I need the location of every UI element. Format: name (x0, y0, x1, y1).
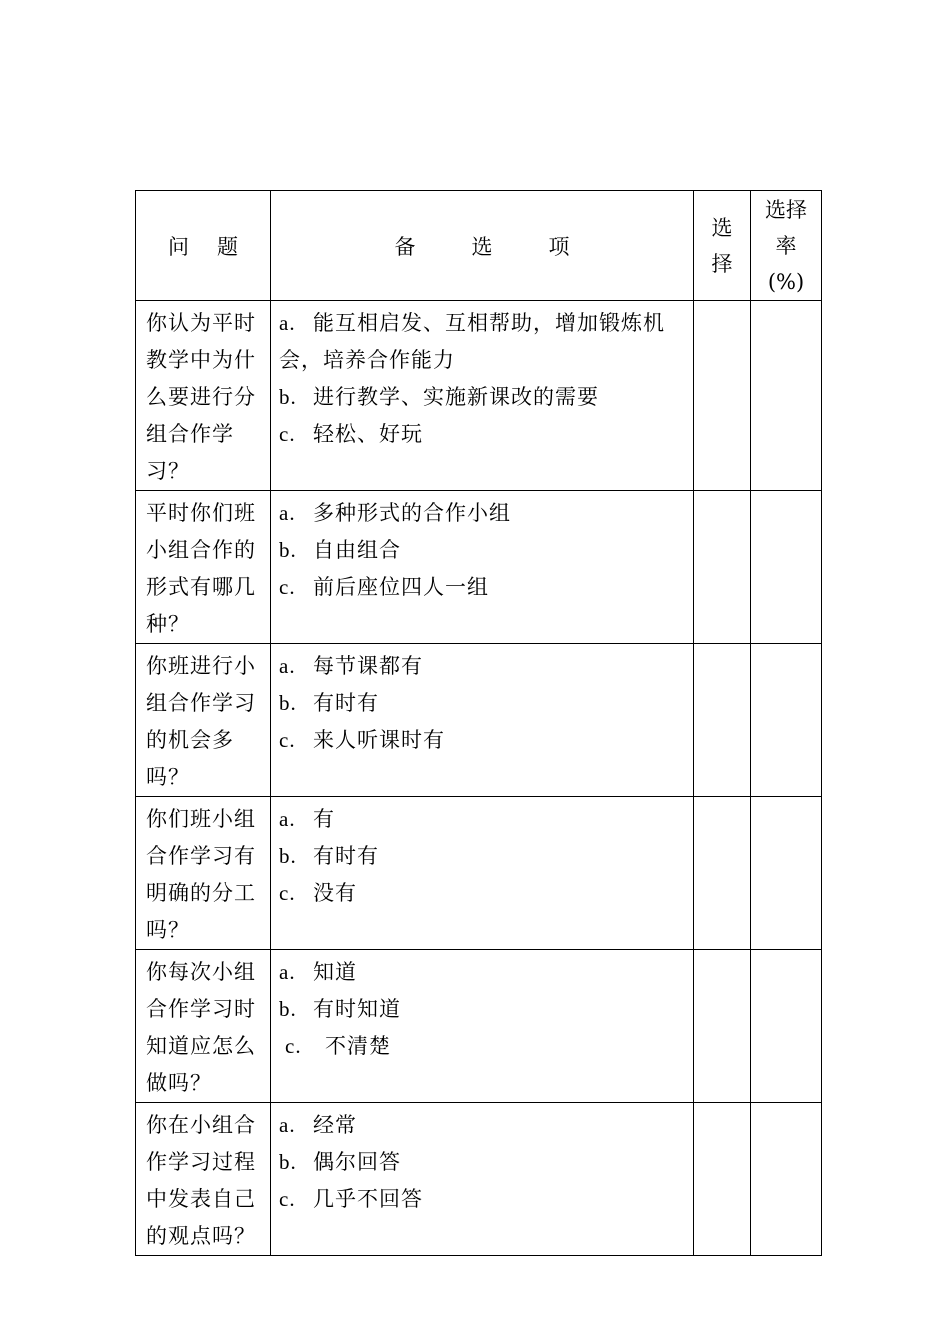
table-row (136, 301, 822, 491)
header-options: 备选项 (271, 191, 694, 301)
question-cell (136, 797, 271, 950)
option-item (279, 648, 687, 685)
select-cell[interactable] (694, 644, 751, 797)
option-letter: c. (279, 422, 296, 446)
option-text: 经常 (313, 1113, 357, 1137)
option-item (279, 722, 687, 759)
option-letter: a. (279, 960, 296, 984)
option-item (279, 838, 687, 875)
header-select-label: 选择 (711, 215, 733, 276)
option-letter: b. (279, 997, 297, 1021)
question-cell (136, 491, 271, 644)
option-item (279, 416, 687, 453)
option-text: 不清楚 (325, 1034, 391, 1058)
header-row (136, 191, 822, 301)
question-text: 你们班小组合作学习有明确的分工吗？ (146, 807, 256, 942)
option-text: 能互相启发、互相帮助，增加锻炼机会，培养合作能力 (279, 311, 665, 372)
rate-cell[interactable] (751, 797, 822, 950)
select-cell[interactable] (694, 797, 751, 950)
option-text: 没有 (313, 881, 357, 905)
header-rate-line2: 率 (775, 233, 797, 258)
question-text: 你班进行小组合作学习的机会多吗？ (146, 654, 256, 789)
header-select (694, 191, 751, 301)
header-rate-line3: (%) (767, 269, 805, 294)
question-cell (136, 950, 271, 1103)
option-letter: c. (279, 1187, 296, 1211)
option-item (279, 305, 687, 379)
option-letter: a. (279, 807, 296, 831)
options-cell (271, 491, 694, 644)
table-row (136, 950, 822, 1103)
option-item (279, 954, 687, 991)
question-text: 你认为平时教学中为什么要进行分组合作学习？ (146, 311, 256, 483)
option-text: 进行教学、实施新课改的需要 (313, 385, 599, 409)
rate-cell[interactable] (751, 491, 822, 644)
survey-table (135, 190, 822, 1256)
options-cell (271, 644, 694, 797)
option-letter: a. (279, 1113, 296, 1137)
question-cell (136, 644, 271, 797)
question-text: 你在小组合作学习过程中发表自己的观点吗？ (146, 1113, 256, 1248)
select-cell[interactable] (694, 301, 751, 491)
option-text: 轻松、好玩 (313, 422, 423, 446)
select-cell[interactable] (694, 1103, 751, 1256)
option-text: 有 (313, 807, 335, 831)
header-rate-line1: 选择 (765, 197, 807, 222)
option-text: 自由组合 (313, 538, 401, 562)
option-letter: c. (279, 575, 296, 599)
option-item (279, 1181, 687, 1218)
option-text: 有时有 (313, 844, 379, 868)
option-item (279, 379, 687, 416)
option-text: 来人听课时有 (313, 728, 445, 752)
option-item (279, 685, 687, 722)
option-text: 多种形式的合作小组 (313, 501, 511, 525)
option-text: 偶尔回答 (313, 1150, 401, 1174)
option-item (279, 1028, 687, 1065)
question-cell (136, 301, 271, 491)
options-cell (271, 1103, 694, 1256)
option-text: 几乎不回答 (313, 1187, 423, 1211)
rate-cell[interactable] (751, 950, 822, 1103)
option-letter: c. (285, 1034, 302, 1058)
option-letter: b. (279, 691, 297, 715)
option-letter: b. (279, 844, 297, 868)
table-row (136, 644, 822, 797)
question-text: 你每次小组合作学习时知道应怎么做吗？ (146, 960, 256, 1095)
option-item (279, 532, 687, 569)
option-letter: c. (279, 881, 296, 905)
options-cell (271, 950, 694, 1103)
option-letter: b. (279, 538, 297, 562)
option-text: 有时有 (313, 691, 379, 715)
option-item (279, 875, 687, 912)
option-item (279, 1144, 687, 1181)
option-text: 每节课都有 (313, 654, 423, 678)
question-cell (136, 1103, 271, 1256)
rate-cell[interactable] (751, 1103, 822, 1256)
select-cell[interactable] (694, 491, 751, 644)
option-text: 前后座位四人一组 (313, 575, 489, 599)
options-cell (271, 301, 694, 491)
option-item (279, 569, 687, 606)
table-row (136, 491, 822, 644)
option-letter: a. (279, 654, 296, 678)
option-text: 知道 (313, 960, 357, 984)
option-item (279, 801, 687, 838)
option-letter: a. (279, 501, 296, 525)
option-item (279, 1107, 687, 1144)
table-row (136, 1103, 822, 1256)
option-text: 有时知道 (313, 997, 401, 1021)
header-question: 问题 (136, 191, 271, 301)
option-letter: c. (279, 728, 296, 752)
option-item (279, 495, 687, 532)
question-text: 平时你们班小组合作的形式有哪几种？ (146, 501, 256, 636)
table-row (136, 797, 822, 950)
select-cell[interactable] (694, 950, 751, 1103)
option-letter: a. (279, 311, 296, 335)
option-letter: b. (279, 385, 297, 409)
rate-cell[interactable] (751, 301, 822, 491)
header-rate (751, 191, 822, 301)
option-item (279, 991, 687, 1028)
options-cell (271, 797, 694, 950)
rate-cell[interactable] (751, 644, 822, 797)
option-letter: b. (279, 1150, 297, 1174)
